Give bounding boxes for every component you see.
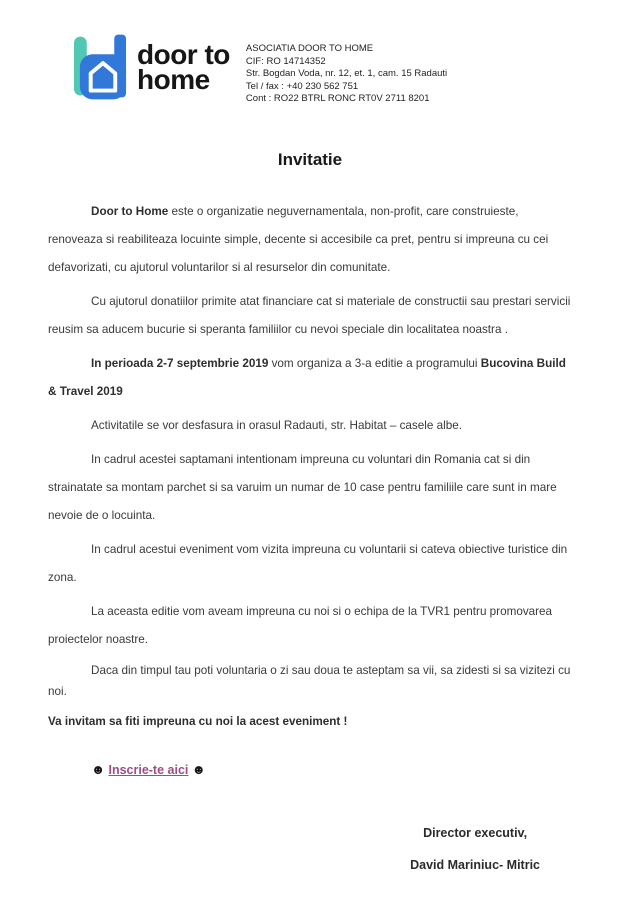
signup-link[interactable]: Inscrie-te aici [108,762,189,777]
paragraph-activities [48,446,572,530]
event-dates-bold: In perioada 2-7 septembrie 2019 [91,356,269,370]
paragraph-volunteer-call-text: Daca din timpul tau poti voluntaria o zi sau doua te asteptam sa vii, sa zidesti si sa vizitezi cu noi. [48,663,571,698]
org-bank-account: Cont : RO22 BTRL RONC RT0V 2711 8201 [245,93,430,105]
paragraph-volunteer-call [48,660,572,702]
org-name-bold: Door to Home [91,204,169,218]
paragraph-location [48,412,572,440]
smiley-icon-left: ☻ [91,761,106,777]
paragraph-invitation [48,708,572,736]
org-cif: CIF: RO 14714352 [245,55,326,67]
event-name-bold: Bucovina Build & Travel 2019 [48,356,566,398]
paragraph-donations-text: Cu ajutorul donatiilor primite atat financiare cat si materiale de constructii sau prestari servicii reusim sa aducem bucurie si speranta familiilor cu nevoi speciale din localitatea noastra . [48,294,571,336]
org-address: Str. Bogdan Voda, nr. 12, et. 1, cam. 15 Radauti [245,68,448,80]
smiley-icon-right: ☻ [191,761,206,777]
page-title: Invitatie [277,149,343,169]
paragraph-invitation-text: Va invitam sa fiti impreuna cu noi la acest eveniment ! [48,714,348,728]
door-to-home-logo-icon [74,34,128,100]
org-info [246,34,447,106]
logo-word-line1: door to [137,39,230,70]
paragraph-intro [48,198,572,282]
paragraph-tvr [48,598,572,654]
org-phone: Tel / fax : +40 230 562 751 [245,80,359,92]
paragraph-donations [48,288,572,344]
paragraph-tourism-text: In cadrul acestui eveniment vom vizita impreuna cu voluntarii si cateva obiective turistice din zona. [48,542,568,584]
signup-line [48,756,572,785]
logo [74,34,230,100]
letterhead [48,34,572,106]
paragraph-activities-text: In cadrul acestei saptamani intentionam impreuna cu voluntari din Romania cat si din strainatate sa montam parchet si sa varuim un numar de 10 case pentru familiile care sunt in mare nevoie de o locuinta. [48,452,557,522]
letter-body [48,198,572,785]
paragraph-location-text: Activitatile se vor desfasura in orasul Radauti, str. Habitat – casele albe. [91,418,462,432]
paragraph-event-dates [48,350,572,406]
event-dates-text: vom organiza a 3-a editie a programului [268,356,481,370]
signature-role: Director executiv, [423,825,528,840]
logo-wordmark [137,34,230,100]
signature-block [410,825,540,873]
logo-word-line2: home [137,64,210,95]
signature-name: David Mariniuc- Mitric [410,857,540,872]
paragraph-intro-text: este o organizatie neguvernamentala, non-profit, care construieste, renoveaza si reabiliteaza locuinte simple, decente si accesibile ca pret, pentru si impreuna cu cei defavorizati, cu ajutorul voluntarilor si al resurselor din comunitate. [48,204,549,274]
paragraph-tourism [48,536,572,592]
paragraph-tvr-text: La aceasta editie vom aveam impreuna cu noi si o echipa de la TVR1 pentru promovarea proiectelor noastre. [48,604,553,646]
org-name: ASOCIATIA DOOR TO HOME [245,43,374,54]
